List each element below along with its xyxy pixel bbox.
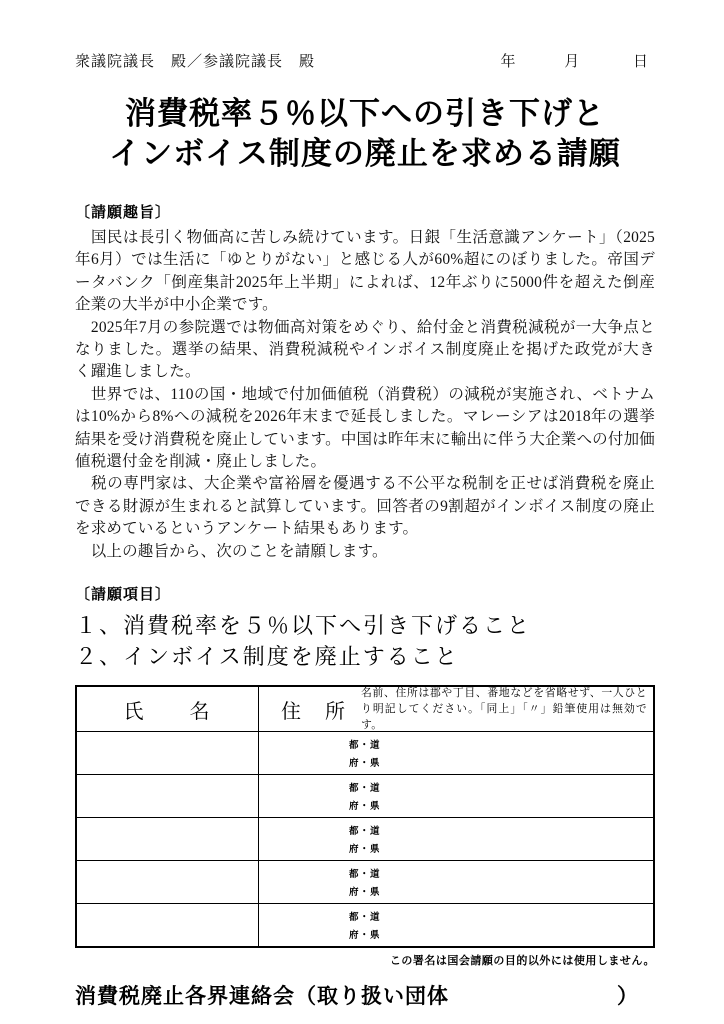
petition-title (75, 94, 655, 174)
address-column-header (259, 687, 653, 731)
usage-disclaimer: この署名は国会請願の目的以外には使用しません。 (389, 955, 655, 968)
prefecture-mark-bottom: 府・県 (349, 759, 381, 770)
items-section-heading: 〔請願項目〕 (75, 586, 172, 604)
purpose-body (75, 227, 655, 563)
name-header-label: 氏 名 (123, 700, 212, 723)
petition-item-2: ２、インボイス制度を廃止すること (75, 644, 459, 670)
petition-title-line2: インボイス制度の廃止を求める請願 (109, 136, 621, 171)
signature-row (77, 860, 653, 903)
signature-row (77, 817, 653, 860)
prefecture-mark-bottom: 府・県 (349, 888, 381, 899)
prefecture-mark-top: 都・道 (349, 740, 381, 751)
date-month-label: 月 (564, 54, 581, 70)
purpose-paragraph: 税の専門家は、大企業や富裕層を優遇する不公平な税制を正せば消費税を廃止できる財源が生まれると試算しています。回答者の9割超がインボイス制度の廃止を求めているというアンケート結果もあります。 (75, 475, 655, 538)
prefecture-mark-top: 都・道 (349, 826, 381, 837)
address-input-cell[interactable] (259, 775, 653, 817)
prefecture-mark-top: 都・道 (349, 783, 381, 794)
organization-close-paren: ） (617, 985, 639, 1009)
signature-row (77, 903, 653, 946)
organization-name: 消費税廃止各界連絡会（取り扱い団体 (75, 985, 449, 1009)
petition-item-1: １、消費税率を５％以下へ引き下げること (75, 613, 532, 639)
purpose-section-heading: 〔請願趣旨〕 (75, 204, 172, 221)
name-input-cell[interactable] (77, 861, 259, 903)
address-instructions-note: 名前、住所は郡や丁目、番地などを省略せず、一人ひとり明記してください。「同上」「〃」鉛筆使用は無効です。 (361, 687, 647, 732)
name-column-header (77, 687, 259, 731)
signature-table-header-row (77, 687, 653, 731)
prefecture-mark-bottom: 府・県 (349, 845, 381, 856)
name-input-cell[interactable] (77, 732, 259, 774)
prefecture-mark-bottom: 府・県 (349, 931, 381, 942)
signature-row (77, 731, 653, 774)
date-year-label: 年 (500, 54, 517, 70)
address-header-label: 住 所 (281, 700, 347, 723)
purpose-paragraph: 以上の趣旨から、次のことを請願します。 (75, 542, 388, 560)
name-input-cell[interactable] (77, 775, 259, 817)
petition-items-list (75, 610, 655, 672)
signature-table (75, 685, 655, 948)
address-input-cell[interactable] (259, 818, 653, 860)
prefecture-mark-top: 都・道 (349, 869, 381, 880)
purpose-paragraph: 国民は長引く物価高に苦しみ続けています。日銀「生活意識アンケート」（2025年6月）では生活に「ゆとりがない」と感じる人が60%超にのぼりました。帝国データバンク「倒産集計2025年上半期」によれば、12年ぶりに5000件を超えた倒産企業の大半が中小企業です。 (75, 229, 655, 314)
handling-organization-blank[interactable] (449, 977, 617, 1003)
organization-line (75, 977, 655, 1010)
addressee-line: 衆議院議長 殿／参議院議長 殿 (75, 54, 316, 70)
date-day-label: 日 (632, 54, 649, 70)
date-line (500, 50, 655, 71)
address-input-cell[interactable] (259, 904, 653, 946)
name-input-cell[interactable] (77, 818, 259, 860)
addressee-date-row (75, 50, 655, 71)
name-input-cell[interactable] (77, 904, 259, 946)
address-input-cell[interactable] (259, 732, 653, 774)
purpose-paragraph: 2025年7月の参院選では物価高対策をめぐり、給付金と消費税減税が一大争点となりました。選挙の結果、消費税減税やインボイス制度廃止を掲げた政党が大きく躍進しました。 (75, 318, 655, 381)
prefecture-mark-bottom: 府・県 (349, 802, 381, 813)
prefecture-mark-top: 都・道 (349, 912, 381, 923)
petition-title-line1: 消費税率５％以下への引き下げと (125, 96, 605, 131)
signature-row (77, 774, 653, 817)
address-input-cell[interactable] (259, 861, 653, 903)
purpose-paragraph: 世界では、110の国・地域で付加価値税（消費税）の減税が実施され、ベトナムは10%から8%への減税を2026年末まで延長しました。マレーシアは2018年の選挙結果を受け消費税を廃止しています。中国は昨年末に輸出に伴う大企業への付加価値税還付金を削減・廃止しました。 (75, 385, 655, 471)
